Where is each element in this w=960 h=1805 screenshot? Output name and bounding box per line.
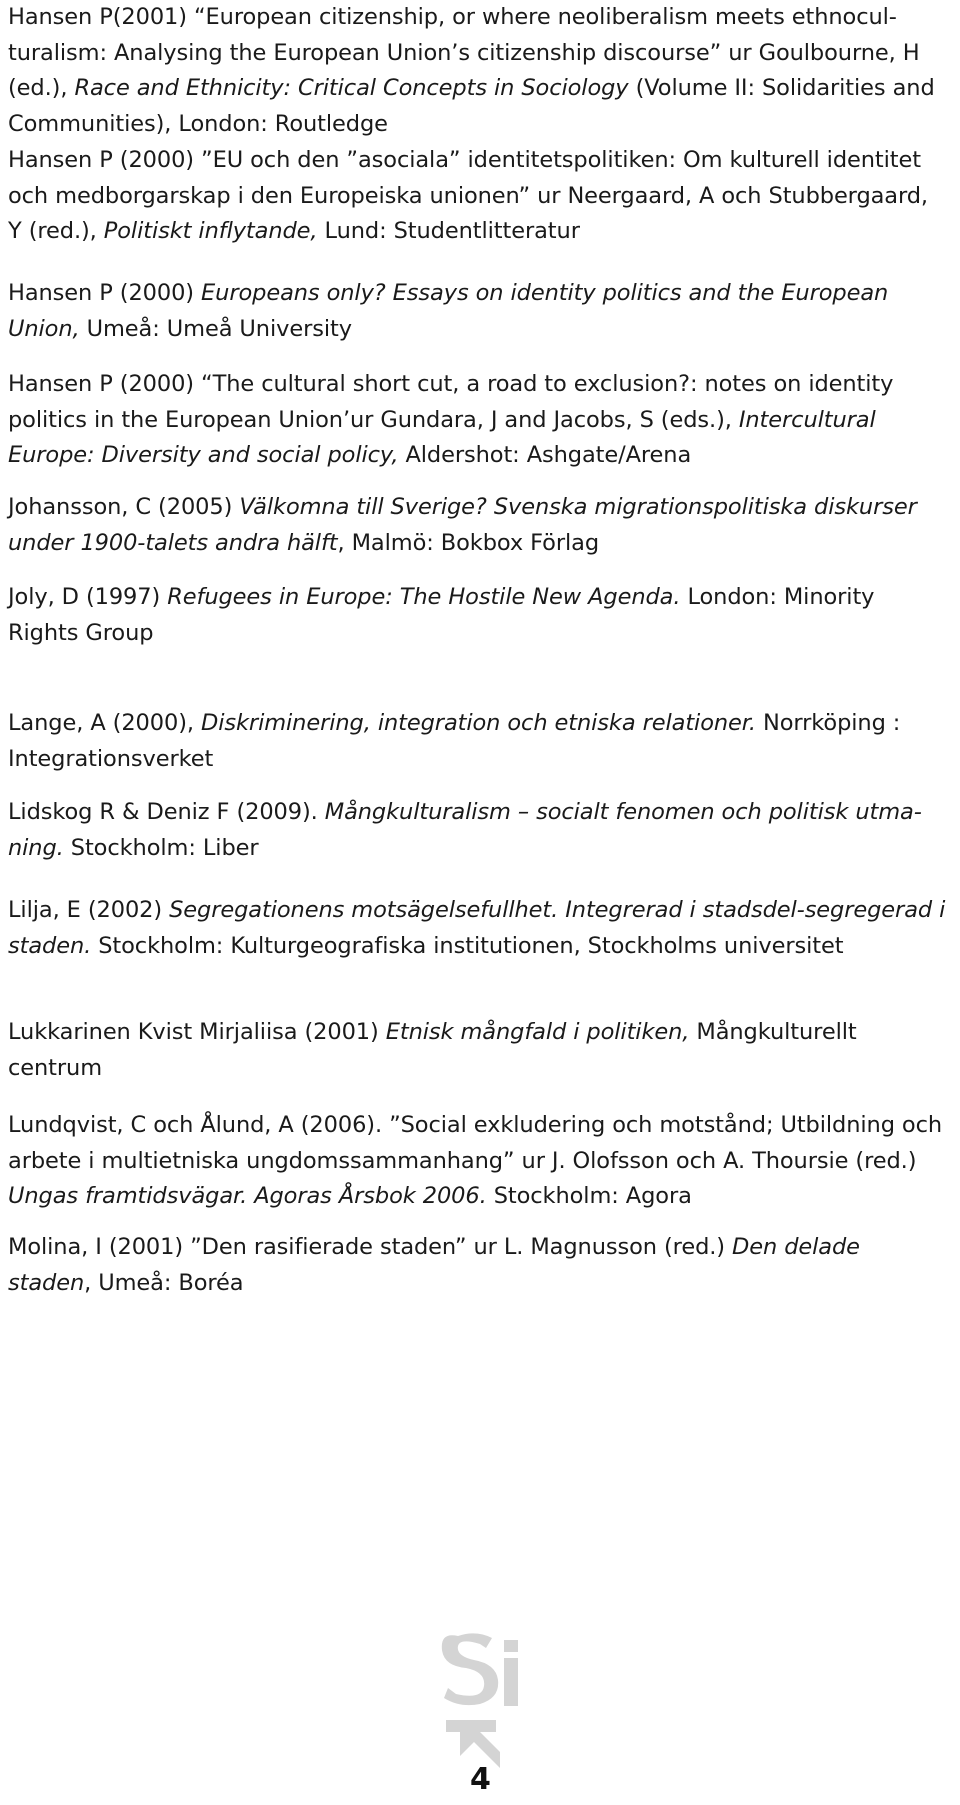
reference-title: Den delade staden bbox=[8, 1234, 860, 1296]
reference-entry bbox=[8, 276, 948, 347]
reference-text: Lundqvist, C och Ålund, A (2006). ”Social exkludering och motstånd; Utbildning och arbete i multietniska ungdomssammanhang” ur J. Olofsson och A. Thoursie (red.) bbox=[8, 1112, 943, 1174]
reference-text: Lidskog R & Deniz F (2009). bbox=[8, 799, 325, 825]
reference-text: Hansen P (2000) “The cultural short cut, a road to exclusion?: notes on identity politics in the European Union’ur Gundara, J and Jacobs, S (eds.), bbox=[8, 371, 894, 433]
reference-title: Europeans only? Essays on identity politics and the European Union, bbox=[8, 280, 889, 342]
reference-text: Johansson, C (2005) bbox=[8, 494, 240, 520]
reference-text: Umeå: Umeå University bbox=[79, 315, 352, 342]
reference-title: Välkomna till Sverige? Svenska migrationspolitiska diskurser under 1900-talets andra hälft bbox=[8, 494, 917, 556]
reference-text: , Umeå: Boréa bbox=[84, 1269, 244, 1296]
reference-title: Refugees in Europe: The Hostile New Agenda. bbox=[167, 584, 681, 610]
reference-entry bbox=[8, 706, 948, 777]
reference-text: Lilja, E (2002) bbox=[8, 897, 170, 923]
reference-text: London: Minority Rights Group bbox=[8, 584, 875, 646]
reference-text: Molina, I (2001) ”Den rasifierade staden” ur L. Magnusson (red.) bbox=[8, 1234, 733, 1260]
reference-text: Norrköping : Integrationsverket bbox=[8, 710, 901, 772]
reference-text: Aldershot: Ashgate/Arena bbox=[398, 442, 692, 468]
reference-text: (Volume II: Solidarities and Communities), London: Routledge bbox=[8, 75, 935, 137]
reference-text: Joly, D (1997) bbox=[8, 584, 168, 610]
reference-text: Hansen P (2000) bbox=[8, 280, 202, 306]
reference-entry bbox=[8, 143, 948, 250]
reference-title: Race and Ethnicity: Critical Concepts in Sociology bbox=[74, 75, 629, 101]
reference-entry bbox=[8, 1108, 948, 1215]
logo-letter-k bbox=[446, 1720, 500, 1768]
reference-entry bbox=[8, 0, 948, 142]
reference-entry bbox=[8, 1230, 948, 1301]
reference-entry bbox=[8, 490, 948, 561]
page-number: 4 bbox=[470, 1762, 491, 1797]
reference-text: Hansen P(2001) “European citizenship, or where neoliberalism meets ethnocul-turalism: Analysing the European Union’s citizenship discourse” ur Goulbourne, H (ed.), bbox=[8, 4, 920, 101]
reference-text: Stockholm: Agora bbox=[486, 1183, 692, 1209]
logo-letter-s bbox=[442, 1633, 498, 1705]
reference-text: Lange, A (2000), bbox=[8, 710, 201, 736]
reference-title: Diskriminering, integration och etniska relationer. bbox=[200, 710, 756, 736]
reference-text: Mångkulturellt centrum bbox=[8, 1019, 857, 1081]
reference-title: Etnisk mångfald i politiken, bbox=[385, 1019, 690, 1045]
reference-entry bbox=[8, 580, 948, 651]
reference-text: Lukkarinen Kvist Mirjaliisa (2001) bbox=[8, 1019, 386, 1045]
reference-title: Politiskt inflytande, bbox=[103, 218, 318, 244]
reference-entry bbox=[8, 795, 948, 866]
reference-title: Ungas framtidsvägar. Agoras Årsbok 2006. bbox=[8, 1183, 487, 1209]
reference-text: Hansen P (2000) ”EU och den ”asociala” identitetspolitiken: Om kulturell identitet och medborgarskap i den Europeiska unionen” ur Neergaard, A och Stubbergaard, Y (red.), bbox=[8, 147, 928, 244]
reference-text: Lund: Studentlitteratur bbox=[317, 218, 580, 244]
logo-letter-i-dot bbox=[504, 1640, 518, 1652]
reference-text: Stockholm: Liber bbox=[63, 834, 259, 861]
reference-title: Mångkulturalism – socialt fenomen och politisk utma-ning. bbox=[8, 799, 922, 861]
reference-entry bbox=[8, 1015, 948, 1086]
reference-text: Stockholm: Kulturgeografiska institutionen, Stockholms universitet bbox=[91, 932, 844, 959]
reference-title: Segregationens motsägelsefullhet. Integrerad i stadsdel-segregerad i staden. bbox=[8, 897, 946, 959]
reference-title: Intercultural Europe: Diversity and social policy, bbox=[8, 406, 876, 468]
reference-entry bbox=[8, 893, 948, 964]
reference-text: , Malmö: Bokbox Förlag bbox=[337, 529, 600, 556]
logo-letter-i bbox=[504, 1658, 518, 1706]
reference-entry bbox=[8, 367, 948, 474]
